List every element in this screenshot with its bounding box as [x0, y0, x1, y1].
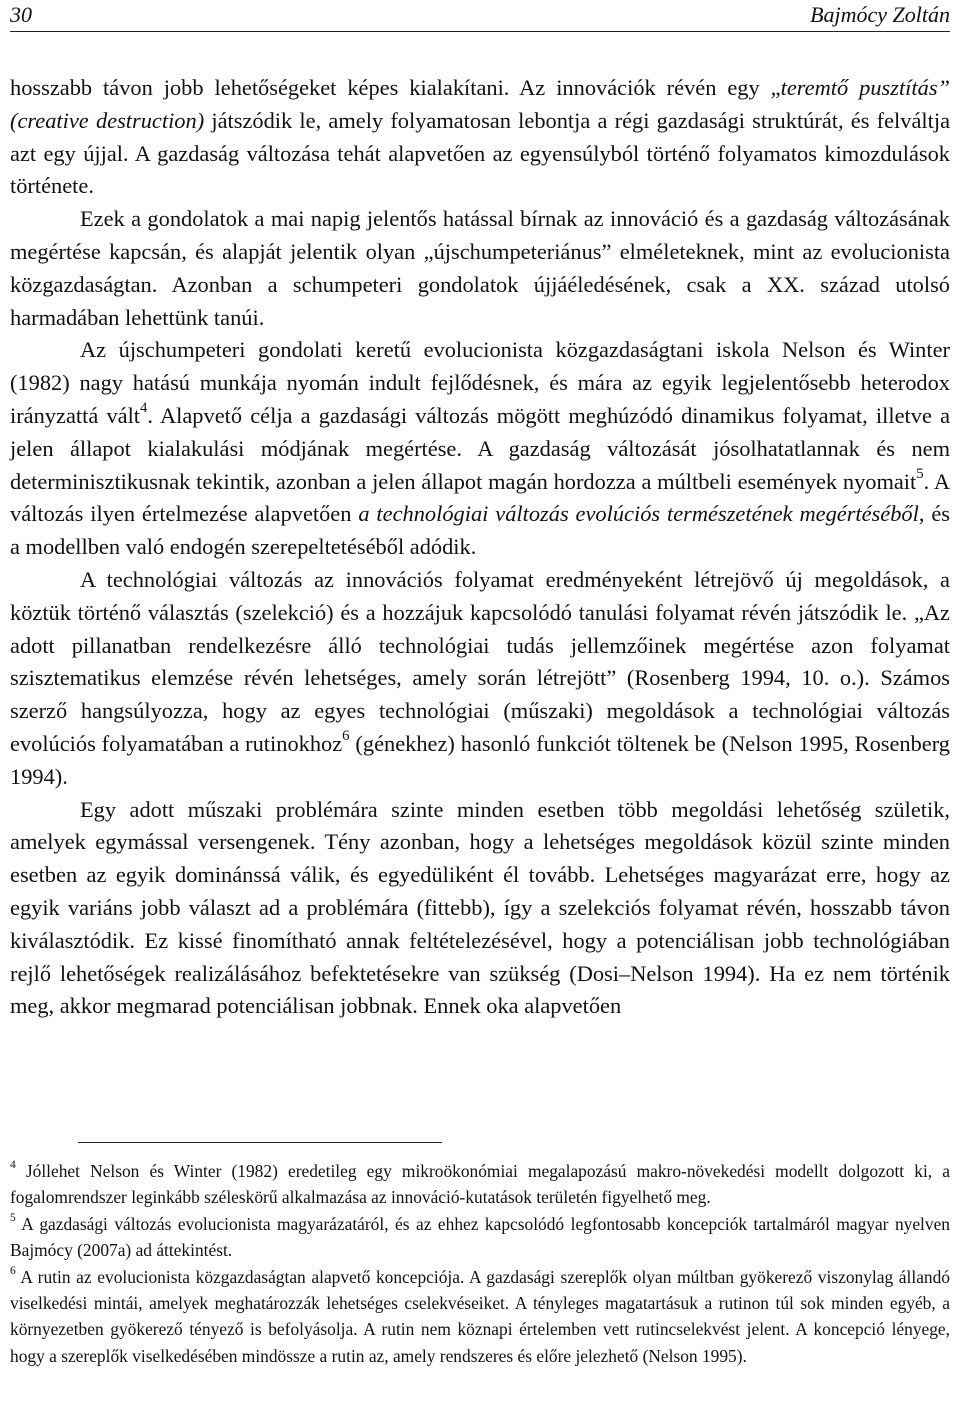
header-rule	[10, 31, 950, 32]
footnote-ref: 4	[140, 400, 148, 417]
footnote-number: 5	[10, 1212, 16, 1225]
text-run: játszódik le, amely folyamatosan lebontja a régi gazdasági struktúrát, és felváltja azt egy újjal. A gazdaság változása tehát alapvetően az egyensúlyból történő folyamatos kimozdulások története.	[10, 107, 951, 199]
body-paragraph	[10, 794, 950, 1024]
footnotes	[10, 1158, 950, 1369]
body-paragraph	[10, 334, 950, 564]
text-run: (génekhez) hasonló funkciót töltenek be (Nelson 1995, Rosenberg 1994).	[10, 730, 950, 789]
body-text	[10, 72, 950, 1023]
text-run: hosszabb távon jobb lehetőségeket képes kialakítani. Az innovációk révén egy „	[10, 75, 781, 100]
footnote-separator	[78, 1142, 442, 1143]
text-run: Az újschumpeteri gondolati keretű evolucionista közgazdaságtani iskola Nelson és Winter (1982) nagy hatású munkája nyomán indult fejlődésnek, és mára az egyik legjelentősebb heterodox irányzattá vált	[10, 337, 950, 428]
body-paragraph	[10, 203, 950, 334]
text-run: Ezek a gondolatok a mai napig jelentős hatással bírnak az innováció és a gazdaság változásának megértése kapcsán, és alapját jelentik olyan „újschumpeteriánus” elméleteknek, mint az evolucionista közgazdaságtan. Azonban a schumpeteri gondolatok újjáéledésének, csak a XX. század utolsó harmadában lehettünk tanúi.	[10, 206, 950, 330]
footnote	[10, 1211, 950, 1264]
page-number: 30	[10, 2, 32, 27]
footnote-text: A gazdasági változás evolucionista magyarázatáról, és az ehhez kapcsolódó legfontosabb koncepciók tartalmáról magyar nyelven Bajmócy (2007a) ad áttekintést.	[10, 1213, 950, 1261]
footnote	[10, 1158, 950, 1211]
italic-run: a technológiai változás evolúciós természetének megértéséből	[358, 501, 919, 527]
text-run: Egy adott műszaki problémára szinte minden esetben több megoldási lehetőség születik, amelyek egymással versengenek. Tény azonban, hogy a lehetséges megoldások közül szinte minden esetben az egyik dominánssá válik, és egyedüliként él tovább. Lehetséges magyarázat erre, hogy az egyik variáns jobb választ ad a problémára (fittebb), így a szelekciós folyamat révén, hosszabb távon kiválasztódik. Ez kissé finomítható annak feltételezésével, hogy a potenciálisan jobb technológiában rejlő lehetőségek realizálásához befektetésekre van szükség (Dosi–Nelson 1994). Ha ez nem történik meg, akkor megmarad potenciálisan jobbnak. Ennek oka alapvetően	[10, 796, 950, 1019]
footnote-text: Jóllehet Nelson és Winter (1982) eredetileg egy mikroökonómiai megalapozású makro-növekedési modellt dolgozott ki, a fogalomrendszer leginkább széleskörű alkalmazása az innováció-kutatások területén figyelhető meg.	[10, 1161, 950, 1208]
body-paragraph	[10, 564, 950, 794]
text-run: . Alapvető célja a gazdasági változás mögött meghúzódó dinamikus folyamat, illetve a jelen állapot kialakulási módjának megértése. A gazdaság változását jósolhatatlannak és nem determinisztikusnak tekintik, azonban a jelen állapot magán hordozza a múltbeli események nyomait	[10, 402, 951, 494]
text-run: . A változás ilyen értelmezése alapvetően	[10, 468, 950, 527]
italic-run: teremtő pusztítás” (creative destruction)	[10, 75, 950, 133]
footnote-text: A rutin az evolucionista közgazdaságtan alapvető koncepciója. A gazdasági szereplők olyan múltban gyökerező viszonylag állandó viselkedési mintái, amelyek meghatározzák lehetséges cselekvéseiket. A tényleges magatartásuk a rutinon túl sok minden egyéb, a környezetben gyökerező tényező is befolyásolja. A rutin nem köznapi értelemben vett rutincselekvést jelent. A koncepció lényege, hogy a szereplők viselkedésében mindössze a rutin az, amely rendszeres és előre jelezhető (Nelson 1995).	[10, 1266, 950, 1366]
footnote-number: 4	[10, 1159, 16, 1172]
footnote-ref: 6	[342, 728, 350, 745]
text-run: A technológiai változás az innovációs folyamat eredményeként létrejövő új megoldások, a köztük történő választás (szelekció) és a hozzájuk kapcsolódó tanulási folyamat révén játszódik le. „Az adott pillanatban rendelkezésre álló technológiai tudás jellemzőinek megértése azon folyamat szisztematikus elemzése révén lehetséges, amely során létrejött” (Rosenberg 1994, 10. o.). Számos szerző hangsúlyozza, hogy az egyes technológiai (műszaki) megoldások a technológiai változás evolúciós folyamatában a rutinokhoz	[10, 566, 950, 756]
page-header	[10, 0, 950, 36]
text-run: , és a modellben való endogén szerepeltetéséből adódik.	[10, 501, 950, 560]
footnote-ref: 5	[916, 465, 924, 482]
body-paragraph	[10, 72, 950, 203]
running-head-author: Bajmócy Zoltán	[810, 2, 950, 27]
footnote	[10, 1264, 950, 1370]
footnote-number: 6	[10, 1265, 16, 1278]
